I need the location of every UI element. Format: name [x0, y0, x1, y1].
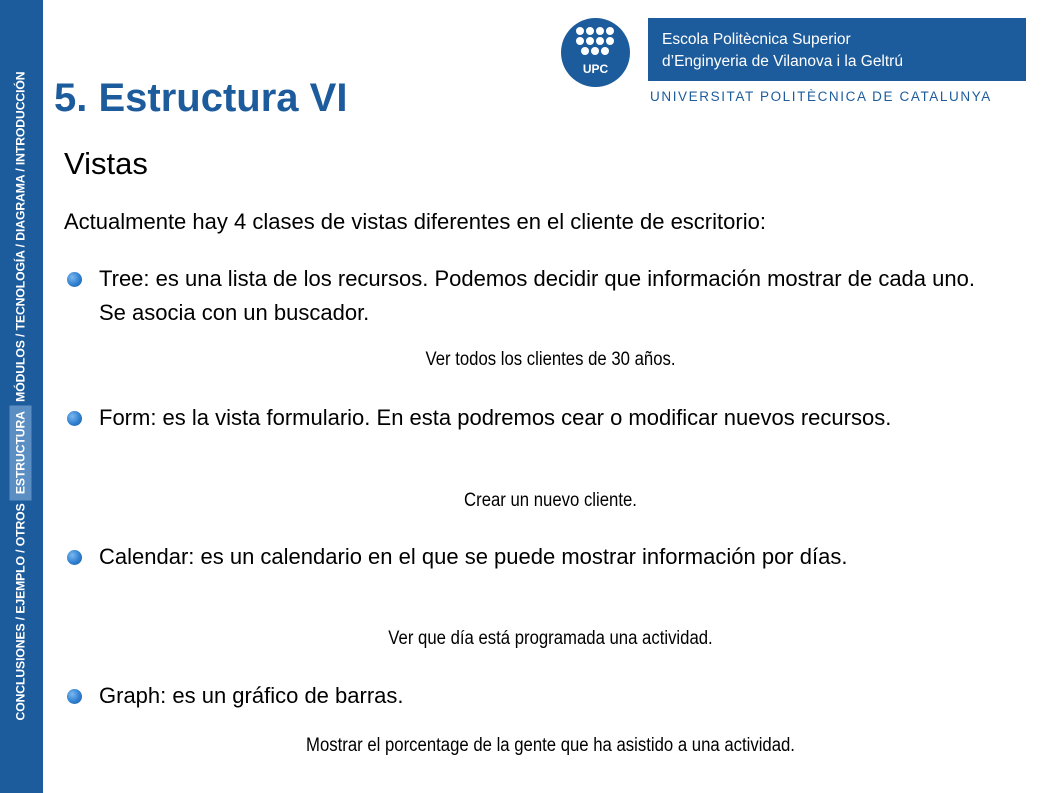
- list-item-text: Tree: es una lista de los recursos. Podemos decidir que información mostrar de cada uno. Se asocia con un buscador.: [99, 266, 975, 325]
- bullet-icon: [67, 689, 82, 704]
- list-item-text: Graph: es un gráfico de barras.: [99, 683, 404, 708]
- example-graph: Mostrar el porcentage de la gente que ha asistido a una actividad.: [306, 735, 795, 756]
- example-calendar: Ver que día está programada una actividad.: [388, 628, 713, 649]
- page-title: 5. Estructura VI: [54, 76, 348, 120]
- list-item-text: Form: es la vista formulario. En esta podremos cear o modificar nuevos recursos.: [99, 405, 892, 430]
- logo-abbr: UPC: [582, 62, 609, 76]
- sidebar: [0, 0, 43, 793]
- sidebar-section-before[interactable]: CONCLUSIONES / EJEMPLO / OTROS: [13, 503, 28, 721]
- intro-text: Actualmente hay 4 clases de vistas diferentes en el cliente de escritorio:: [64, 209, 766, 234]
- list-item-text: Calendar: es un calendario en el que se puede mostrar información por días.: [99, 544, 848, 569]
- logo-dots: [576, 27, 616, 57]
- sidebar-section-active[interactable]: ESTRUCTURA: [10, 405, 32, 500]
- bullet-icon: [67, 411, 82, 426]
- list-item-form: [64, 401, 1004, 435]
- school-name-box: [648, 18, 1026, 81]
- example-tree: Ver todos los clientes de 30 años.: [425, 349, 676, 370]
- bullet-icon: [67, 272, 82, 287]
- list-item-calendar: [64, 540, 1004, 574]
- list-item-tree: [64, 262, 1004, 330]
- bullet-icon: [67, 550, 82, 565]
- school-name-line2: d’Enginyeria de Vilanova i la Geltrú: [662, 53, 903, 70]
- upc-logo-icon: [561, 18, 630, 87]
- section-subtitle: Vistas: [64, 146, 148, 181]
- sidebar-nav: [0, 0, 43, 793]
- university-name: UNIVERSITAT POLITÈCNICA DE CATALUNYA: [650, 89, 992, 104]
- school-name-line1: Escola Politècnica Superior: [662, 31, 851, 48]
- sidebar-section-after[interactable]: MÓDULOS / TECNOLOGÍA / DIAGRAMA / INTRODUCCIÓN: [13, 71, 28, 402]
- example-form: Crear un nuevo cliente.: [464, 490, 637, 511]
- list-item-graph: [64, 679, 1004, 713]
